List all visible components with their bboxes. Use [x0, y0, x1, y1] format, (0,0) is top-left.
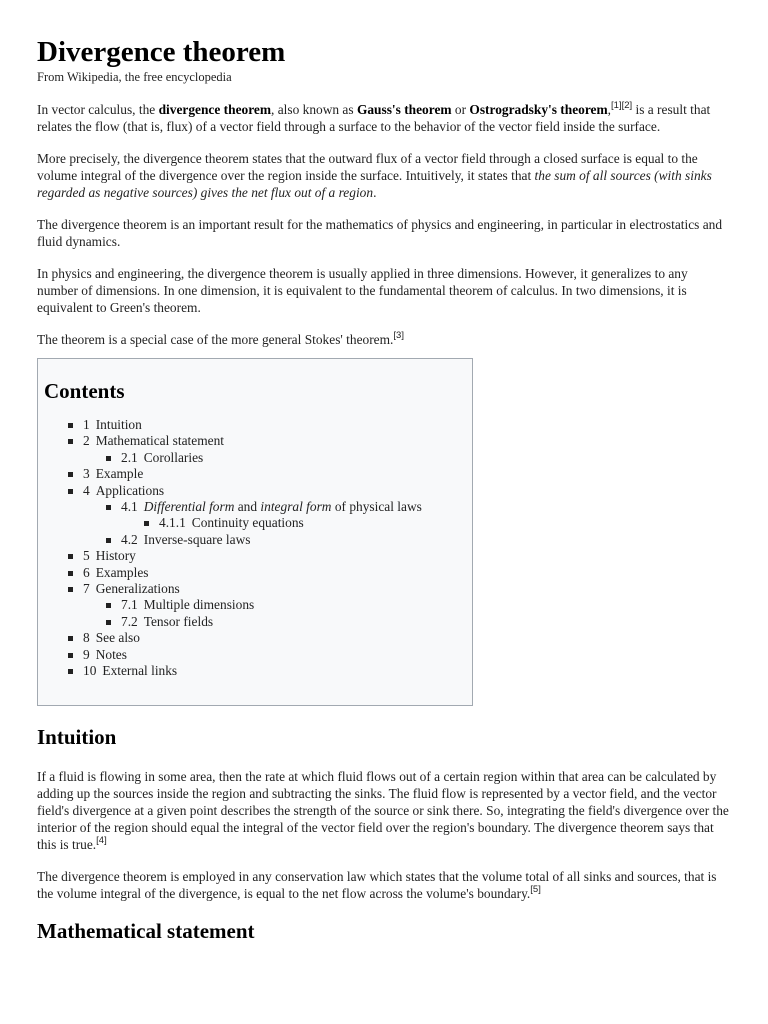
toc-item-example[interactable]: [44, 466, 472, 482]
toc-item-notes[interactable]: [44, 647, 472, 663]
reference-link-1[interactable]: [1]: [611, 100, 622, 111]
toc-label: Tensor fields: [143, 613, 214, 629]
toc-number: 1: [83, 417, 90, 432]
table-of-contents: [37, 358, 473, 706]
bold-term-divergence-theorem: divergence theorem: [158, 102, 272, 117]
reference-link-4[interactable]: [4]: [96, 835, 107, 846]
toc-number: 3: [83, 466, 90, 482]
toc-item-applications[interactable]: [44, 483, 472, 499]
intro-paragraph-2: [37, 150, 730, 201]
intro-paragraph-4: In physics and engineering, the divergence theorem is usually applied in three dimensions. However, it generalizes to any number of dimensions. In one dimension, it is equivalent to the fundamental theorem of calculus. In two dimensions, it is equivalent to Green's theorem.: [37, 266, 688, 315]
toc-heading: Contents: [44, 379, 125, 403]
toc-label: Mathematical statement: [95, 433, 224, 449]
toc-number: 8: [83, 630, 90, 646]
toc-label: of physical laws: [331, 499, 422, 515]
intuition-paragraph-2: [37, 868, 730, 902]
tagline: From Wikipedia, the free encyclopedia: [37, 70, 232, 84]
text: The divergence theorem is employed in any conservation law which states that the volume total of all sinks and sources, that is the volume integral of the divergence, is equal to the net flow across the volume's boundary.: [37, 869, 717, 901]
toc-label: See also: [95, 630, 140, 646]
toc-label-italic: Differential form: [143, 499, 235, 515]
text: is a result that relates the flow (that is, flux) of a vector field through a surface to the behavior of the vector field inside the surface.: [37, 102, 711, 134]
toc-label: Inverse-square laws: [143, 531, 251, 547]
toc-number: 10: [83, 663, 97, 679]
intuition-paragraph-1: [37, 768, 730, 853]
toc-label: Intuition: [95, 417, 142, 432]
bold-term-ostrogradsky-theorem: Ostrogradsky's theorem: [469, 102, 608, 117]
toc-item-mathematical-statement[interactable]: [44, 433, 472, 449]
toc-number: 7.1: [121, 597, 138, 613]
toc-item-intuition[interactable]: [44, 417, 472, 433]
toc-item-examples[interactable]: [44, 565, 472, 581]
toc-item-see-also[interactable]: [44, 630, 472, 646]
reference-link-2[interactable]: [2]: [621, 100, 633, 111]
toc-label: Notes: [95, 646, 127, 662]
toc-item-multiple-dimensions[interactable]: [44, 597, 472, 613]
toc-item-history[interactable]: [44, 548, 472, 564]
toc-number: 7.2: [121, 613, 138, 629]
toc-item-external-links[interactable]: [44, 663, 472, 679]
toc-number: 7: [83, 581, 90, 597]
toc-number: 4: [83, 482, 90, 498]
reference-link-5[interactable]: [5]: [530, 884, 541, 895]
toc-item-tensor-fields[interactable]: [44, 614, 472, 630]
toc-label: Example: [95, 466, 144, 482]
section-heading-intuition: Intuition: [37, 725, 117, 749]
intro-paragraph-1: [37, 101, 730, 135]
toc-label: Corollaries: [143, 449, 204, 465]
toc-label-italic: integral form: [260, 499, 332, 515]
toc-label: Multiple dimensions: [143, 597, 255, 613]
toc-label: History: [95, 548, 136, 564]
bold-term-gauss-theorem: Gauss's theorem: [356, 102, 452, 117]
toc-label: External links: [102, 663, 178, 679]
toc-item-generalizations[interactable]: [44, 581, 472, 597]
italic-text: the sum of all sources (with sinks regarded as negative sources) gives the net flux out of a region: [37, 168, 712, 200]
toc-item-inverse-square-laws[interactable]: [44, 532, 472, 548]
toc-item-corollaries[interactable]: [44, 450, 472, 466]
toc-number: 2: [83, 433, 90, 449]
toc-number: 4.1.1: [159, 515, 186, 531]
toc-item-differential-integral-form[interactable]: [44, 499, 472, 515]
toc-number: 4.2: [121, 531, 138, 547]
toc-label: and: [234, 499, 261, 515]
toc-number: 5: [83, 548, 90, 564]
toc-number: 2.1: [121, 449, 138, 465]
page-title: Divergence theorem: [37, 36, 286, 68]
text: ,: [607, 102, 612, 117]
toc-label: Continuity equations: [191, 515, 304, 531]
intro-paragraph-3: The divergence theorem is an important result for the mathematics of physics and engineering, in particular in electrostatics and fluid dynamics.: [37, 217, 723, 249]
toc-number: 9: [83, 646, 90, 662]
text: The theorem is a special case of the more general Stokes' theorem.: [37, 332, 394, 347]
text: or: [451, 102, 470, 117]
toc-label: Examples: [95, 564, 149, 580]
toc-list: [44, 417, 472, 680]
text: In vector calculus, the: [37, 102, 159, 117]
toc-item-continuity-equations[interactable]: [44, 515, 472, 531]
reference-link-3[interactable]: [3]: [393, 330, 404, 341]
section-heading-mathematical-statement: Mathematical statement: [37, 919, 255, 943]
toc-label: Applications: [95, 482, 165, 498]
toc-number: 4.1: [121, 499, 138, 515]
text: If a fluid is flowing in some area, then the rate at which fluid flows out of a certain region within that area can be calculated by adding up the sources inside the region and subtracting the sinks. The fluid flow is represented by a vector field, and the vector field's divergence at a given point describes the strength of the source or sink there. So, integrating the field's divergence over the interior of the region should equal the integral of the vector field over the region's boundary. The divergence theorem says that this is true.: [37, 769, 729, 852]
toc-label: Generalizations: [95, 581, 180, 597]
intro-paragraph-5: [37, 331, 730, 348]
text: , also known as: [271, 102, 357, 117]
toc-number: 6: [83, 564, 90, 580]
text: .: [373, 185, 377, 200]
text: More precisely, the divergence theorem states that the outward flux of a vector field through a closed surface is equal to the volume integral of the divergence over the region inside the surface. Intuitively, it states that: [37, 151, 698, 183]
